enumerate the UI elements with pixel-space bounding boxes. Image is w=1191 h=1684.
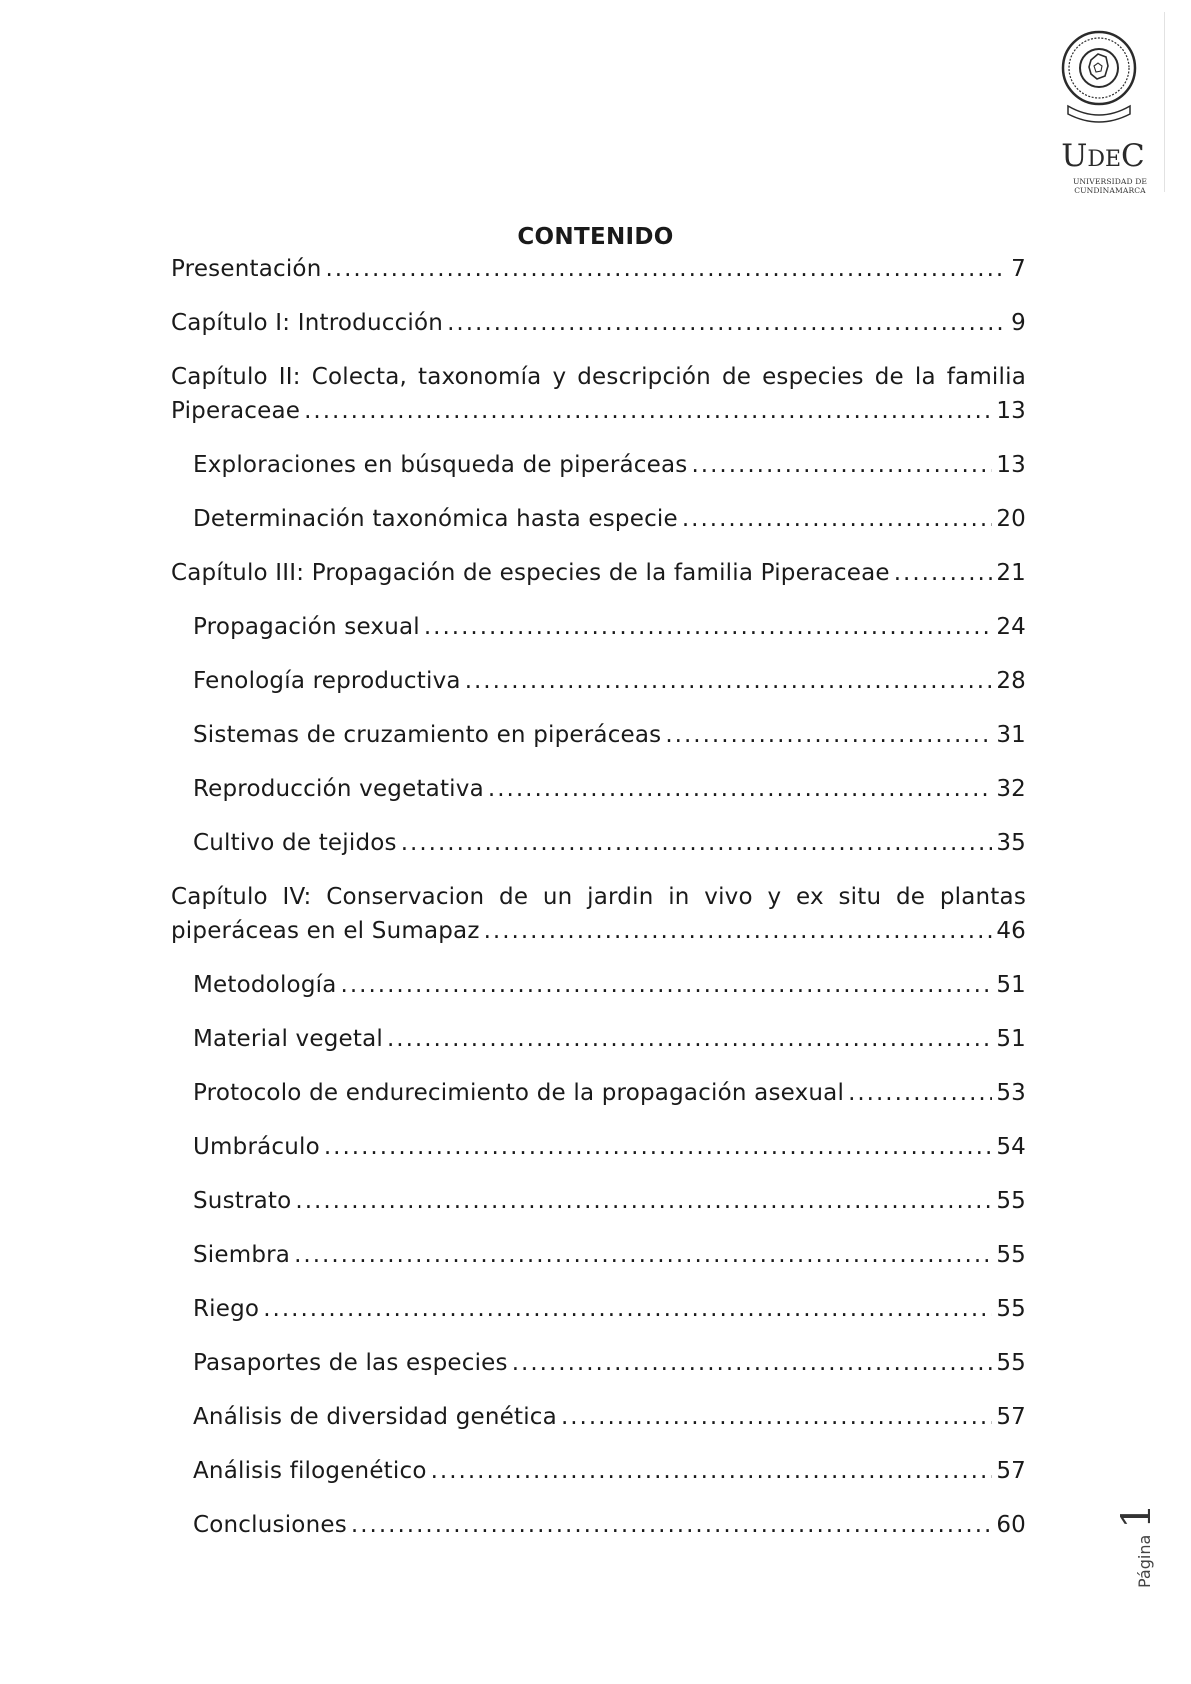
dot-leader (294, 1238, 992, 1272)
toc-entry (171, 1238, 1026, 1272)
toc-entry (171, 360, 1026, 394)
toc-entry-label: Capítulo I: Introducción (171, 310, 444, 336)
toc-entry-label: Sistemas de cruzamiento en piperáceas (193, 722, 662, 748)
toc-entry (171, 1400, 1026, 1434)
toc-entry (171, 1076, 1026, 1110)
toc-entry-label-line1: Capítulo IV: Conservacion de un jardin in vivo y ex situ de plantas (171, 884, 1026, 910)
toc-entry-page: 7 (1011, 256, 1026, 282)
dot-leader (341, 968, 993, 1002)
page-footer (1108, 1468, 1160, 1588)
toc-entry-label: Siembra (193, 1242, 291, 1268)
dot-leader (691, 448, 992, 482)
dot-leader (401, 826, 993, 860)
toc-entry (171, 1184, 1026, 1218)
toc-entry-page: 55 (996, 1350, 1026, 1376)
toc-entry-page: 32 (996, 776, 1026, 802)
toc-entry-label-line1: Capítulo II: Colecta, taxonomía y descripción de especies de la familia (171, 364, 1026, 390)
toc-entry-label: Propagación sexual (193, 614, 420, 640)
toc-entry (171, 1454, 1026, 1488)
toc-entry-label: Cultivo de tejidos (193, 830, 397, 856)
dot-leader (512, 1346, 993, 1380)
toc-entry-page: 20 (996, 506, 1026, 532)
toc-entry-page: 28 (996, 668, 1026, 694)
toc-entry-page: 53 (996, 1080, 1026, 1106)
dot-leader (682, 502, 992, 536)
toc-entry-label: Análisis filogenético (193, 1458, 427, 1484)
toc-entry (171, 1292, 1026, 1326)
toc-entry-label: Material vegetal (193, 1026, 383, 1052)
toc-entry (171, 1346, 1026, 1380)
toc-entry (171, 1130, 1026, 1164)
toc-entry-label: Conclusiones (193, 1512, 347, 1538)
toc-entry-label: Protocolo de endurecimiento de la propagación asexual (193, 1080, 845, 1106)
toc-entry (171, 1508, 1026, 1542)
toc-entry-label-line2: Piperaceae (171, 398, 301, 424)
toc-entry-label-line2: piperáceas en el Sumapaz (171, 918, 480, 944)
page-number: 1 (1114, 1503, 1160, 1529)
dot-leader (431, 1454, 993, 1488)
dot-leader (424, 610, 992, 644)
toc-entry-page: 46 (996, 918, 1026, 944)
toc-entry (171, 664, 1026, 698)
toc-entry (171, 610, 1026, 644)
university-logo (1042, 12, 1165, 195)
dot-leader (325, 252, 1007, 286)
dot-leader (484, 914, 993, 948)
toc-entry (171, 772, 1026, 806)
toc-entry-label: Capítulo III: Propagación de especies de la familia Piperaceae (171, 560, 890, 586)
logo-wordmark: UDEC (1061, 138, 1145, 174)
dot-leader (465, 664, 993, 698)
toc-entry-label: Presentación (171, 256, 322, 282)
toc-entry-page: 51 (996, 1026, 1026, 1052)
dot-leader (848, 1076, 992, 1110)
toc-entry-page: 21 (996, 560, 1026, 586)
dot-leader (894, 556, 993, 590)
toc-entry-label: Umbráculo (193, 1134, 320, 1160)
page-label: Página (1135, 1534, 1154, 1588)
toc-entry-page: 54 (996, 1134, 1026, 1160)
dot-leader (351, 1508, 992, 1542)
toc-entry-label: Riego (193, 1296, 260, 1322)
toc-entry (171, 556, 1026, 590)
toc-entry-continuation (171, 394, 1026, 428)
toc-entry (171, 880, 1026, 914)
toc-entry-label: Metodología (193, 972, 337, 998)
toc-entry-page: 13 (996, 452, 1026, 478)
toc-entry (171, 252, 1026, 286)
toc-entry-label: Análisis de diversidad genética (193, 1404, 557, 1430)
toc-entry (171, 448, 1026, 482)
toc-entry (171, 502, 1026, 536)
toc-entry-label: Sustrato (193, 1188, 292, 1214)
toc-entry-page: 60 (996, 1512, 1026, 1538)
dot-leader (263, 1292, 992, 1326)
toc-entry-page: 31 (996, 722, 1026, 748)
toc-entry (171, 1022, 1026, 1056)
page-title: CONTENIDO (517, 224, 674, 250)
toc-entry-label: Determinación taxonómica hasta especie (193, 506, 678, 532)
toc-entry-label: Reproducción vegetativa (193, 776, 484, 802)
dot-leader (665, 718, 992, 752)
university-seal-icon (1060, 22, 1138, 132)
dot-leader (324, 1130, 992, 1164)
toc-entry-label: Exploraciones en búsqueda de piperáceas (193, 452, 688, 478)
dot-leader (295, 1184, 992, 1218)
toc-entry-continuation (171, 914, 1026, 948)
toc-entry-page: 57 (996, 1458, 1026, 1484)
dot-leader (304, 394, 992, 428)
dot-leader (447, 306, 1007, 340)
toc-entry (171, 718, 1026, 752)
toc-entry-label: Fenología reproductiva (193, 668, 461, 694)
dot-leader (561, 1400, 992, 1434)
toc-entry-page: 9 (1011, 310, 1026, 336)
toc-entry-page: 13 (996, 398, 1026, 424)
dot-leader (488, 772, 992, 806)
logo-subtitle: UNIVERSIDAD DE CUNDINAMARCA (1072, 177, 1148, 195)
toc-entry (171, 968, 1026, 1002)
toc-entry-page: 57 (996, 1404, 1026, 1430)
toc-entry-label: Pasaportes de las especies (193, 1350, 508, 1376)
dot-leader (387, 1022, 992, 1056)
toc-entry-page: 35 (996, 830, 1026, 856)
table-of-contents (171, 252, 1026, 1562)
toc-entry-page: 55 (996, 1188, 1026, 1214)
toc-entry-page: 24 (996, 614, 1026, 640)
toc-entry-page: 55 (996, 1242, 1026, 1268)
toc-entry-page: 51 (996, 972, 1026, 998)
toc-entry (171, 826, 1026, 860)
toc-entry (171, 306, 1026, 340)
toc-entry-page: 55 (996, 1296, 1026, 1322)
